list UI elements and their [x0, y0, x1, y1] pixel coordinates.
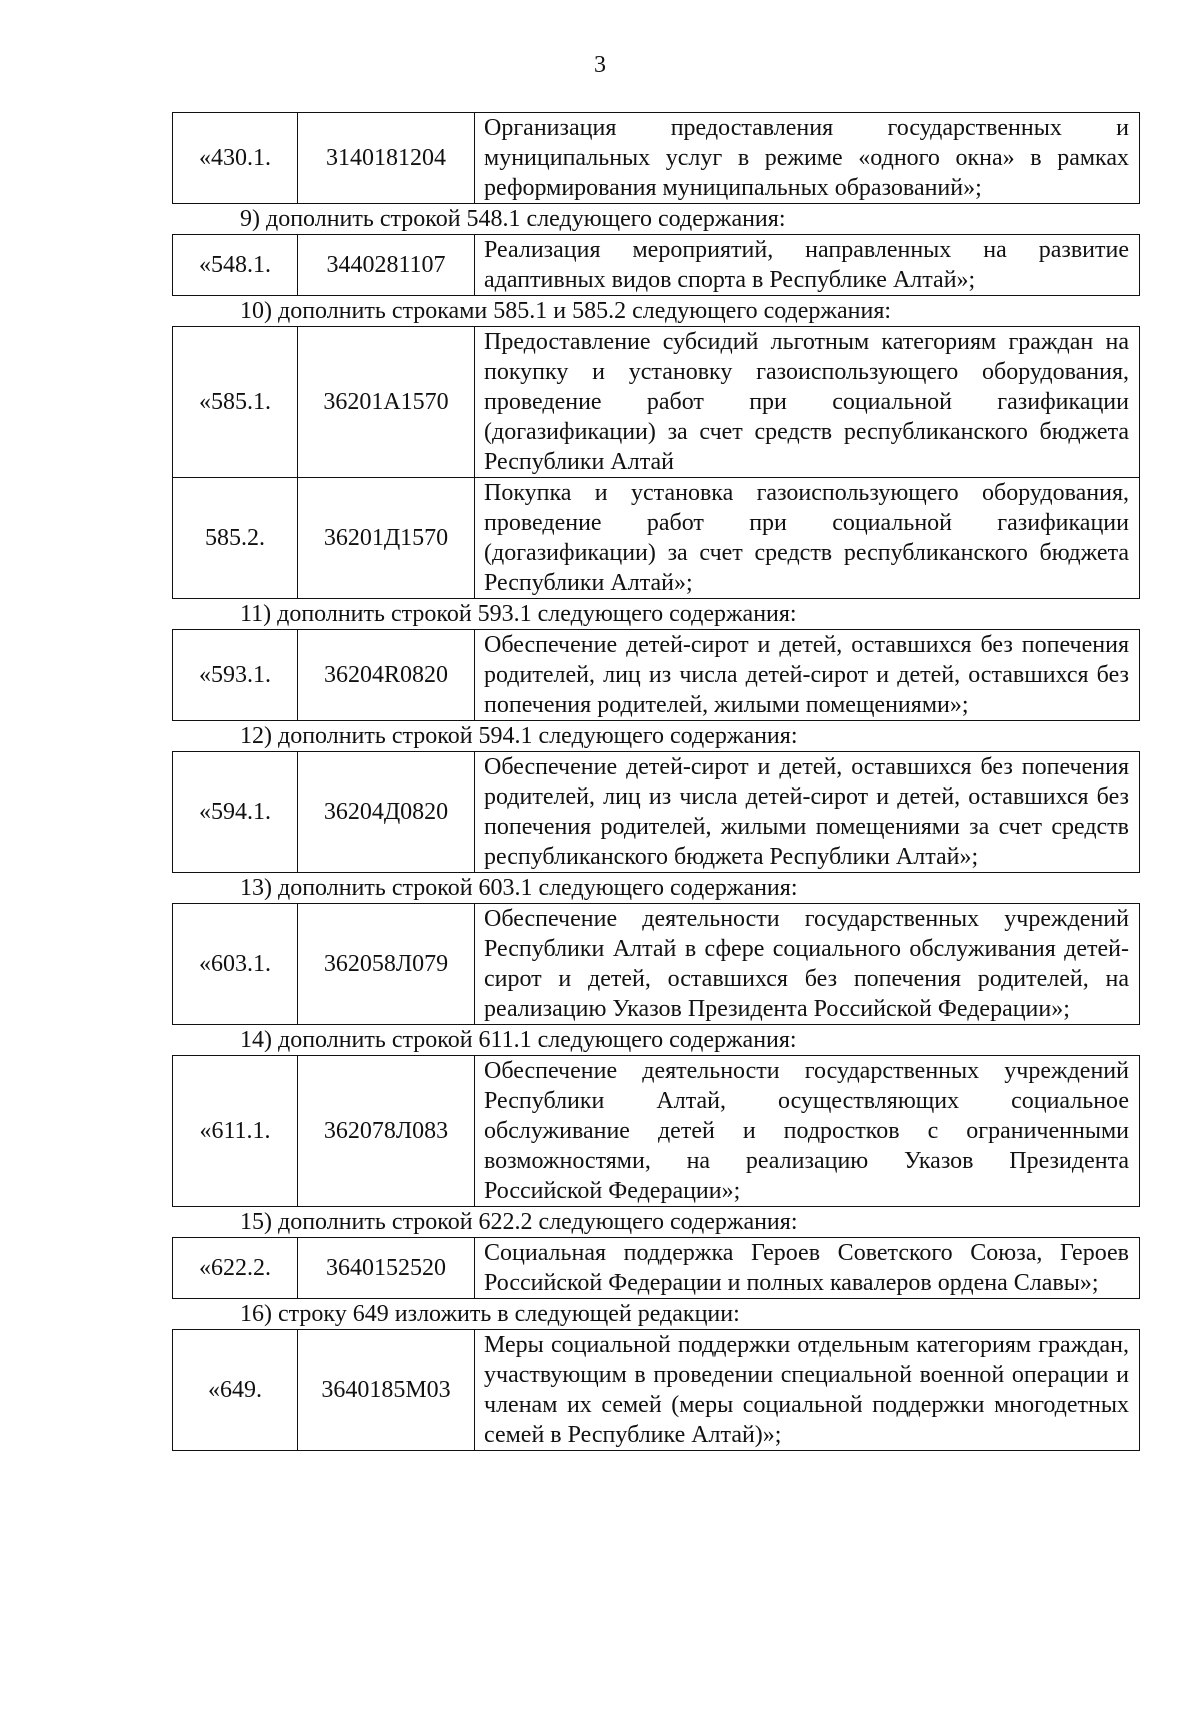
row-number: «593.1. — [173, 630, 298, 721]
row-number: 585.2. — [173, 478, 298, 599]
row-number: «649. — [173, 1330, 298, 1451]
amendment-instruction: 14) дополнить строкой 611.1 следующего содержания: — [240, 1027, 797, 1053]
row-number: «585.1. — [173, 327, 298, 478]
budget-code: 36204Д0820 — [298, 752, 475, 873]
row-description: Организация предоставления государственных и муниципальных услуг в режиме «одного окна» в рамках реформирования муниципальных образований»; — [475, 113, 1140, 204]
budget-code: 36201Д1570 — [298, 478, 475, 599]
table-row — [172, 629, 1140, 721]
amendment-instruction: 15) дополнить строкой 622.2 следующего содержания: — [240, 1209, 798, 1235]
row-description: Обеспечение детей-сирот и детей, оставшихся без попечения родителей, лиц из числа детей-сирот и детей, оставшихся без попечения родителей, жилыми помещениями»; — [475, 630, 1140, 721]
row-number: «611.1. — [173, 1056, 298, 1207]
row-description: Покупка и установка газоиспользующего оборудования, проведение работ при социальной газификации (догазификации) за счет средств республиканского бюджета Республики Алтай»; — [475, 478, 1140, 599]
table-row — [172, 1329, 1140, 1451]
row-number: «622.2. — [173, 1238, 298, 1299]
table-row — [172, 112, 1140, 204]
amendment-instruction: 9) дополнить строкой 548.1 следующего содержания: — [240, 206, 786, 232]
amendment-instruction: 12) дополнить строкой 594.1 следующего содержания: — [240, 723, 798, 749]
budget-code: 3640185М03 — [298, 1330, 475, 1451]
row-number: «594.1. — [173, 752, 298, 873]
budget-code: 36204R0820 — [298, 630, 475, 721]
budget-code: 362058Л079 — [298, 904, 475, 1025]
budget-code: 3440281107 — [298, 235, 475, 296]
budget-code: 3640152520 — [298, 1238, 475, 1299]
table-row — [172, 903, 1140, 1025]
row-description: Предоставление субсидий льготным категориям граждан на покупку и установку газоиспользующего оборудования, проведение работ при социальной газификации (догазификации) за счет средств республиканского бюджета Республики Алтай — [475, 327, 1140, 478]
table-row — [172, 234, 1140, 296]
amendment-instruction: 11) дополнить строкой 593.1 следующего содержания: — [240, 601, 797, 627]
row-number: «548.1. — [173, 235, 298, 296]
row-description: Обеспечение деятельности государственных учреждений Республики Алтай, осуществляющих социальное обслуживание детей и подростков с ограниченными возможностями, на реализацию Указов Президента Российской Федерации»; — [475, 1056, 1140, 1207]
budget-code: 36201А1570 — [298, 327, 475, 478]
budget-code: 362078Л083 — [298, 1056, 475, 1207]
budget-code: 3140181204 — [298, 113, 475, 204]
amendment-instruction: 10) дополнить строками 585.1 и 585.2 следующего содержания: — [240, 298, 892, 324]
table-row — [172, 1237, 1140, 1299]
page-number: 3 — [594, 52, 606, 78]
table-row — [172, 1055, 1140, 1207]
row-number: «603.1. — [173, 904, 298, 1025]
table-row — [172, 326, 1140, 599]
table-row — [172, 751, 1140, 873]
amendment-instruction: 13) дополнить строкой 603.1 следующего содержания: — [240, 875, 798, 901]
row-description: Реализация мероприятий, направленных на развитие адаптивных видов спорта в Республике Алтай»; — [475, 235, 1140, 296]
row-description: Обеспечение детей-сирот и детей, оставшихся без попечения родителей, лиц из числа детей-сирот и детей, оставшихся без попечения родителей, жилыми помещениями за счет средств республиканского бюджета Республики Алтай»; — [475, 752, 1140, 873]
row-number: «430.1. — [173, 113, 298, 204]
row-description: Обеспечение деятельности государственных учреждений Республики Алтай в сфере социального обслуживания детей-сирот и детей, оставшихся без попечения родителей, на реализацию Указов Президента Российской Федерации»; — [475, 904, 1140, 1025]
row-description: Социальная поддержка Героев Советского Союза, Героев Российской Федерации и полных кавалеров ордена Славы»; — [475, 1238, 1140, 1299]
row-description: Меры социальной поддержки отдельным категориям граждан, участвующим в проведении специальной военной операции и членам их семей (меры социальной поддержки многодетных семей в Республике Алтай)»; — [475, 1330, 1140, 1451]
amendment-instruction: 16) строку 649 изложить в следующей редакции: — [240, 1301, 740, 1327]
document-body — [172, 112, 1140, 1451]
